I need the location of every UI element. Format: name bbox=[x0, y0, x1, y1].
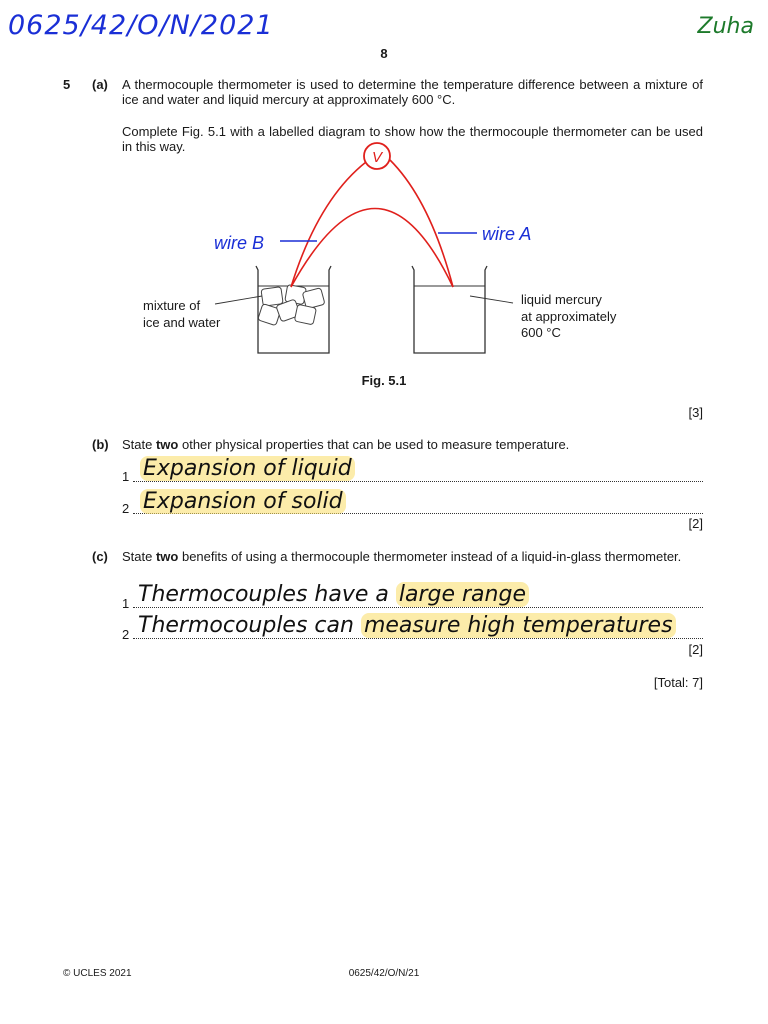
voltmeter-symbol: V bbox=[371, 149, 383, 166]
figure-5-1 bbox=[0, 0, 768, 400]
part-c-answer-line-1 bbox=[133, 607, 703, 608]
left-label-line-1: mixture of bbox=[143, 298, 201, 313]
question-total-marks: [Total: 7] bbox=[653, 675, 703, 690]
figure-caption: Fig. 5.1 bbox=[361, 373, 407, 388]
part-b-answer-line-1 bbox=[133, 481, 703, 482]
page-number: 8 bbox=[380, 46, 388, 61]
part-b-answer-2: Expansion of solid bbox=[140, 489, 346, 514]
part-c-label: (c) bbox=[92, 549, 108, 564]
handwritten-paper-reference: 0625/42/O/N/2021 bbox=[8, 10, 274, 41]
part-c-text: State two benefits of using a thermocouple thermometer instead of a liquid-in-glass thermometer. bbox=[122, 549, 682, 564]
right-label-leader bbox=[470, 296, 513, 303]
part-c-answer-line-2 bbox=[133, 638, 703, 639]
part-a-label: (a) bbox=[92, 77, 108, 92]
part-c-answer-2: Thermocouples can measure high temperatures bbox=[138, 613, 676, 638]
right-label-line-2: at approximately bbox=[521, 309, 617, 324]
part-c-line-1-number: 1 bbox=[122, 596, 130, 611]
part-c-answer-1: Thermocouples have a large range bbox=[138, 582, 529, 607]
part-c-line-2-number: 2 bbox=[122, 627, 130, 642]
part-c-marks: [2] bbox=[688, 642, 703, 657]
wire-junction-loop bbox=[291, 209, 453, 288]
part-b-line-2-number: 2 bbox=[122, 501, 130, 516]
part-b-text: State two other physical properties that can be used to measure temperature. bbox=[122, 437, 570, 452]
left-label-leader bbox=[215, 296, 262, 304]
part-a-instruction: Complete Fig. 5.1 with a labelled diagram to show how the thermocouple thermometer can be used in this way. bbox=[122, 124, 703, 154]
right-label-line-1: liquid mercury bbox=[521, 292, 602, 307]
part-b-label: (b) bbox=[92, 437, 109, 452]
ice-cubes bbox=[258, 285, 325, 326]
part-b-marks: [2] bbox=[688, 516, 703, 531]
left-label-line-2: ice and water bbox=[143, 315, 221, 330]
wire-b-label: wire B bbox=[214, 233, 265, 253]
part-a-marks: [3] bbox=[688, 405, 703, 420]
footer-copyright: © UCLES 2021 bbox=[63, 968, 132, 979]
right-label-line-3: 600 °C bbox=[521, 325, 561, 340]
part-a-text: A thermocouple thermometer is used to determine the temperature difference between a mixture of ice and water and liquid mercury at approximately 600 °C. bbox=[122, 77, 703, 107]
part-b-line-1-number: 1 bbox=[122, 469, 130, 484]
question-number: 5 bbox=[63, 77, 71, 92]
part-b-answer-1: Expansion of liquid bbox=[140, 456, 355, 481]
handwritten-student-name: Zuha bbox=[697, 14, 754, 39]
footer-paper-code: 0625/42/O/N/21 bbox=[348, 968, 420, 979]
wire-a-label: wire A bbox=[482, 224, 532, 244]
